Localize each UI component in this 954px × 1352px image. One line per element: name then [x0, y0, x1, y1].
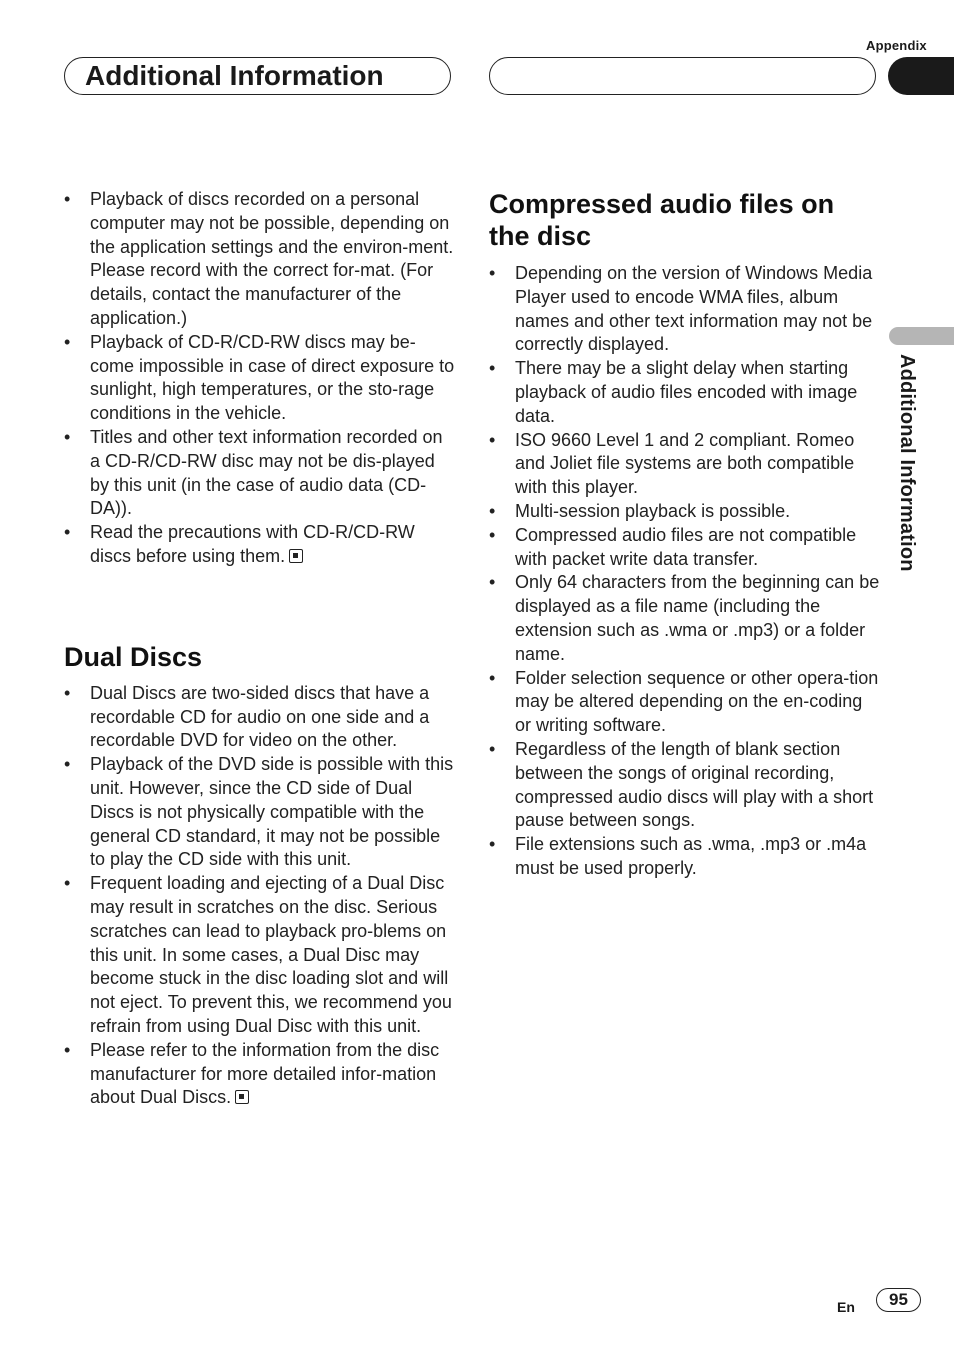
list-item: • Multi-session playback is possible.	[489, 500, 881, 524]
list-item-text: Please refer to the information from the disc manufacturer for more detailed infor-mation about Dual Discs.	[90, 1039, 440, 1108]
appendix-label: Appendix	[866, 38, 927, 53]
end-of-section-icon	[235, 1090, 249, 1104]
list-item	[64, 1039, 456, 1110]
list-item	[64, 521, 456, 569]
right-column	[489, 188, 881, 881]
section-title: Additional Information	[85, 60, 384, 91]
list-item: • Regardless of the length of blank section between the songs of original recording, compressed audio discs will play with a short pause between songs.	[489, 738, 881, 833]
section-tab-marker	[888, 57, 954, 95]
list-item: • Depending on the version of Windows Media Player used to encode WMA files, album names and other text information may not be correctly displayed.	[489, 262, 881, 357]
list-item: • Dual Discs are two-sided discs that have a recordable CD for audio on one side and a recordable DVD for video on the other.	[64, 682, 456, 753]
list-item: • Compressed audio files are not compatible with packet write data transfer.	[489, 524, 881, 572]
list-item: • Playback of CD-R/CD-RW discs may be-come impossible in case of direct exposure to sunlight, high temperatures, or the sto-rage conditions in the vehicle.	[64, 331, 456, 426]
list-item: • File extensions such as .wma, .mp3 or .m4a must be used properly.	[489, 833, 881, 881]
list-item: • Frequent loading and ejecting of a Dual Disc may result in scratches on the disc. Serious scratches can lead to playback pro-blems on this unit. In some cases, a Dual Disc may become stuck in the disc loading slot and will not eject. To prevent this, we recommend you refrain from using Dual Disc with this unit.	[64, 872, 456, 1039]
dual-discs-heading: Dual Discs	[64, 641, 203, 672]
compressed-audio-bullet-list	[489, 262, 881, 881]
list-item: • Only 64 characters from the beginning can be displayed as a file name (including the extension such as .wma or .mp3) or a folder name.	[489, 571, 881, 666]
list-item: • Playback of the DVD side is possible with this unit. However, since the CD side of Dual Discs is not physically compatible with the general CD standard, it may not be possible to play the CD side with this unit.	[64, 753, 456, 872]
list-item: • Folder selection sequence or other opera-tion may be altered depending on the en-coding or writing software.	[489, 667, 881, 738]
header-empty-pill	[489, 57, 876, 95]
section-header	[64, 57, 451, 95]
list-item: • Playback of discs recorded on a personal computer may not be possible, depending on the application settings and the environ-ment. Please record with the correct for-mat. (For details, contact the manufacturer of the application.)	[64, 188, 456, 331]
left-column	[64, 188, 456, 1110]
compressed-audio-heading: Compressed audio files on the disc	[489, 189, 835, 251]
page-number: 95	[876, 1288, 921, 1312]
list-item-text: Read the precautions with CD-R/CD-RW discs before using them.	[90, 522, 415, 566]
side-tab-marker	[889, 327, 954, 345]
end-of-section-icon	[289, 549, 303, 563]
side-tab-label: Additional Information	[896, 354, 918, 572]
language-label: En	[837, 1299, 855, 1315]
list-item: • There may be a slight delay when starting playback of audio files encoded with image data.	[489, 357, 881, 428]
list-item: • Titles and other text information recorded on a CD-R/CD-RW disc may not be dis-played by this unit (in the case of audio data (CD-DA)).	[64, 426, 456, 521]
dual-discs-bullet-list	[64, 682, 456, 1110]
list-item: • ISO 9660 Level 1 and 2 compliant. Romeo and Joliet file systems are both compatible with this player.	[489, 429, 881, 500]
intro-bullet-list	[64, 188, 456, 569]
